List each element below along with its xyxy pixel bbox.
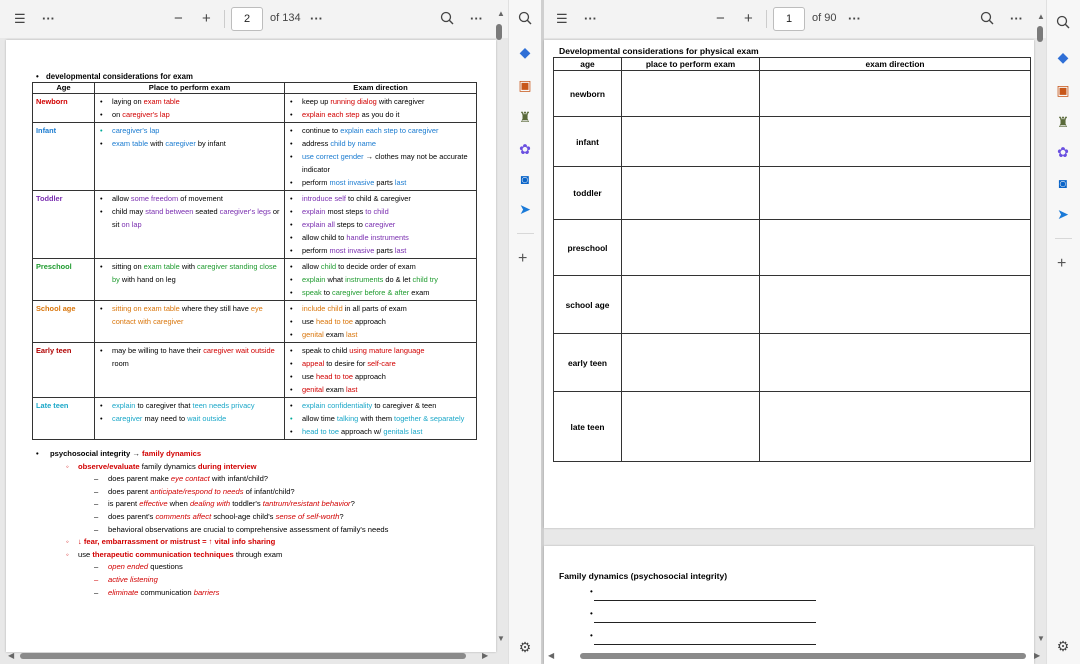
table-header: Place to perform exam: [95, 83, 285, 94]
list-icon[interactable]: ☰: [556, 11, 568, 26]
blank-line: •: [594, 613, 816, 623]
page-count: of 134: [270, 12, 301, 24]
scroll-left-arrow[interactable]: ◀: [8, 651, 15, 660]
table-row: Toddler • allow some freedom of movement • child may stand between seated caregiver's legs or sit on lap • introduce self to child & caregiver • explain most steps to child • explain all steps to caregiver • allow child to handle instruments • perform most invasive parts last: [33, 191, 477, 259]
right-sidebar: [1037, 0, 1080, 664]
table-header: exam direction: [760, 58, 1031, 71]
horizontal-scrollbar-thumb[interactable]: [580, 653, 1026, 659]
search-icon[interactable]: [440, 11, 454, 29]
psychosocial-section: • psychosocial integrity → family dynamics ◦ observe/evaluate family dynamics during interview – does parent make eye contact with infant/child? – does parent anticipate/respond to needs of infant/child? – is parent effective when dealing with toddler's tantrum/resistant behavior? – does parent's comments affect school-age child's sense of self-worth? – behavioral observations are crucial to comprehensive assessment of family's needs ◦ ↓ fear, embarrassment or mistrust = ↑ vital info sharing ◦ use therapeutic communication techniques through exam – open ended questions – active listening – eliminate communication barriers: [36, 448, 486, 599]
page-number-input[interactable]: 1: [773, 7, 805, 31]
add-icon[interactable]: +: [518, 250, 528, 267]
scroll-left-arrow[interactable]: ◀: [548, 651, 555, 660]
table-row: [554, 276, 1031, 334]
section-heading: Family dynamics (psychosocial integrity): [559, 571, 728, 581]
page-number-input[interactable]: 2: [231, 7, 263, 31]
outlook-icon[interactable]: ◙: [520, 171, 530, 187]
age-cell: early teen: [554, 334, 622, 392]
outlook-icon[interactable]: ◙: [1058, 175, 1068, 191]
search-icon[interactable]: [1054, 15, 1072, 33]
scroll-right-arrow[interactable]: ▶: [1034, 651, 1041, 660]
more-options-button[interactable]: ···: [1010, 11, 1023, 26]
age-cell: Newborn: [33, 94, 95, 123]
table-row: Late teen • explain to caregiver that teen needs privacy • caregiver may need to wait outside • explain confidentiality to caregiver & teen • allow time talking with them together & separately • head to toe approach w/ genitals last: [33, 398, 477, 440]
toolbar-divider: [224, 10, 225, 28]
table-row: [554, 167, 1031, 220]
zoom-out-button[interactable]: −: [174, 10, 183, 27]
send-icon[interactable]: ➤: [1057, 206, 1069, 222]
scroll-up-arrow[interactable]: ▲: [497, 9, 505, 18]
table-row: [554, 117, 1031, 167]
table-header: place to perform exam: [622, 58, 760, 71]
sidebar-divider: [517, 233, 534, 234]
age-cell: late teen: [554, 392, 622, 462]
tag-icon[interactable]: ◆: [519, 44, 531, 60]
copilot-icon[interactable]: ✿: [1057, 144, 1069, 160]
age-cell: Toddler: [33, 191, 95, 259]
chess-icon[interactable]: ♜: [518, 109, 532, 125]
search-icon[interactable]: [980, 11, 994, 29]
scroll-up-arrow[interactable]: ▲: [1037, 12, 1045, 21]
left-toolbar: [0, 0, 508, 38]
more-icon[interactable]: ···: [42, 11, 55, 26]
age-cell: Late teen: [33, 398, 95, 440]
sidebar-divider: [1055, 238, 1072, 239]
table-header: age: [554, 58, 622, 71]
toolbar-divider: [766, 10, 767, 28]
toolbox-icon[interactable]: ▣: [1056, 82, 1070, 98]
add-icon[interactable]: +: [1057, 255, 1067, 272]
overflow-menu-button[interactable]: ···: [848, 11, 861, 26]
table-row: Early teen • may be willing to have their caregiver wait outside room • speak to child using mature language • appeal to desire for self-care • use head to toe approach • genital exam last: [33, 343, 477, 398]
table-row: [554, 220, 1031, 276]
right-pdf-viewer: [544, 0, 1046, 664]
chess-icon[interactable]: ♜: [1056, 114, 1070, 130]
settings-icon[interactable]: ⚙: [1056, 638, 1070, 654]
horizontal-scrollbar-thumb[interactable]: [20, 653, 466, 659]
pdf-page: [6, 40, 496, 652]
send-icon[interactable]: ➤: [519, 201, 531, 217]
table-row: Infant • caregiver's lap • exam table with caregiver by infant • continue to explain each step to caregiver • address child by name • use correct gender → clothes may not be accurate indicator • perform most invasive parts last: [33, 123, 477, 191]
more-icon[interactable]: ···: [584, 11, 597, 26]
more-options-button[interactable]: ···: [470, 11, 483, 26]
age-cell: school age: [554, 276, 622, 334]
right-toolbar: [544, 0, 1046, 38]
age-cell: toddler: [554, 167, 622, 220]
table-row: Newborn • laying on exam table • on caregiver's lap • keep up running dialog with caregiver • explain each step as you do it: [33, 94, 477, 123]
copilot-icon[interactable]: ✿: [519, 141, 531, 157]
table-row: [554, 334, 1031, 392]
age-cell: Preschool: [33, 259, 95, 301]
blank-line: •: [594, 591, 816, 601]
scroll-down-arrow[interactable]: ▼: [1037, 634, 1045, 643]
table-header: Age: [33, 83, 95, 94]
tag-icon[interactable]: ◆: [1057, 49, 1069, 65]
table-row: School age • sitting on exam table where they still have eye contact with caregiver • include child in all parts of exam • use head to toe approach • genital exam last: [33, 301, 477, 343]
list-icon[interactable]: ☰: [14, 11, 26, 26]
age-cell: Infant: [33, 123, 95, 191]
age-cell: preschool: [554, 220, 622, 276]
age-cell: Early teen: [33, 343, 95, 398]
toolbox-icon[interactable]: ▣: [518, 77, 532, 93]
vertical-scrollbar-thumb[interactable]: [496, 24, 502, 40]
pdf-page: [544, 546, 1034, 664]
overflow-menu-button[interactable]: ···: [310, 11, 323, 26]
vertical-scrollbar-thumb[interactable]: [1037, 26, 1043, 42]
zoom-out-button[interactable]: −: [716, 10, 725, 27]
table-row: [554, 392, 1031, 462]
left-pdf-viewer: [0, 0, 508, 664]
section-heading: • developmental considerations for exam: [36, 72, 193, 81]
settings-icon[interactable]: ⚙: [518, 639, 532, 655]
table-header: Exam direction: [285, 83, 477, 94]
table-row: Preschool • sitting on exam table with caregiver standing close by with hand on leg • allow child to decide order of exam • explain what instruments do & let child try • speak to caregiver before & after exam: [33, 259, 477, 301]
blank-line: •: [594, 635, 816, 645]
zoom-in-button[interactable]: +: [202, 10, 211, 27]
table-row: [554, 71, 1031, 117]
scroll-right-arrow[interactable]: ▶: [482, 651, 489, 660]
scroll-down-arrow[interactable]: ▼: [497, 634, 505, 643]
search-icon[interactable]: [516, 11, 534, 29]
page-count: of 90: [812, 12, 837, 24]
zoom-in-button[interactable]: +: [744, 10, 753, 27]
pdf-page: [544, 40, 1034, 528]
age-cell: newborn: [554, 71, 622, 117]
left-sidebar: [508, 0, 541, 664]
age-cell: School age: [33, 301, 95, 343]
exam-table: [32, 82, 477, 440]
page-title: Developmental considerations for physical exam: [559, 46, 759, 56]
blank-exam-table: [553, 57, 1031, 462]
age-cell: infant: [554, 117, 622, 167]
